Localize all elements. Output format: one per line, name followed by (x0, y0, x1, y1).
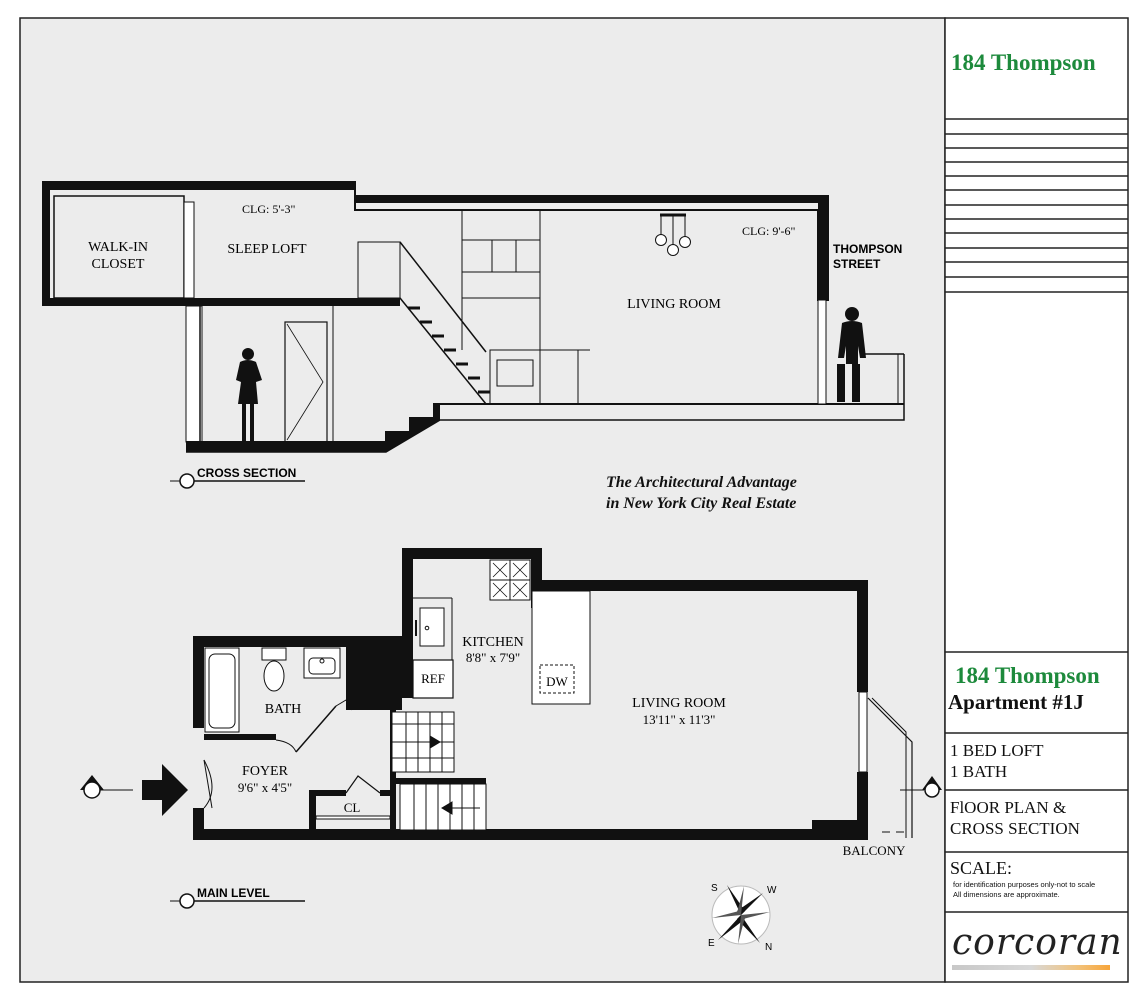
unit-bed: 1 BED LOFT (950, 741, 1044, 760)
apartment-number: Apartment #1J (948, 690, 1084, 714)
drawing-type-line-1: FlOOR PLAN & (950, 798, 1067, 817)
street-label-1: THOMPSON (833, 242, 903, 256)
drawing-type (950, 797, 1080, 839)
street-label-2: STREET (833, 257, 881, 271)
living-room-dims: 13'11" x 11'3" (642, 712, 716, 727)
compass-s: S (711, 883, 718, 894)
kitchen-dims: 8'8" x 7'9" (465, 650, 521, 665)
unit-bath: 1 BATH (950, 762, 1008, 781)
tagline (606, 472, 797, 514)
ceiling-height-loft: CLG: 5'-3" (242, 202, 296, 216)
title-block-title-secondary: 184 Thompson (955, 663, 1100, 688)
ceiling-height-living: CLG: 9'-6" (742, 224, 796, 238)
compass-n: N (765, 942, 773, 953)
kitchen-label: KITCHEN (462, 635, 524, 650)
bath-label: BATH (264, 702, 302, 717)
compass-e: E (708, 938, 715, 949)
foyer-label: FOYER (242, 764, 288, 779)
corcoran-logo: corcoran (952, 922, 1123, 963)
unit-description (950, 740, 1044, 782)
scale-note-line-1: for identification purposes only-not to scale (953, 880, 1096, 889)
ref-label: REF (421, 671, 445, 686)
scale-note (953, 880, 1138, 900)
tagline-line-1: The Architectural Advantage (606, 474, 797, 491)
dishwasher-label: DW (546, 674, 568, 689)
logo-underline (952, 965, 1110, 970)
scale-note-line-2: All dimensions are approximate. (953, 890, 1060, 899)
closet-label: CL (343, 800, 361, 815)
sleep-loft-label: SLEEP LOFT (227, 242, 307, 257)
cross-section-label: CROSS SECTION (197, 466, 297, 480)
walk-in-closet-label-1: WALK-IN (88, 240, 148, 255)
tagline-line-2: in New York City Real Estate (606, 495, 797, 512)
compass-w: W (767, 885, 777, 896)
walk-in-closet-label-2: CLOSET (91, 257, 145, 272)
section-living-room-label: LIVING ROOM (627, 297, 721, 312)
balcony-label: BALCONY (842, 843, 906, 858)
title-block-title: 184 Thompson (951, 50, 1096, 75)
scale-label: SCALE: (950, 858, 1013, 878)
foyer-dims: 9'6" x 4'5" (237, 780, 293, 795)
main-level-label: MAIN LEVEL (197, 886, 270, 900)
drawing-type-line-2: CROSS SECTION (950, 819, 1080, 838)
living-room-label: LIVING ROOM (632, 696, 726, 711)
